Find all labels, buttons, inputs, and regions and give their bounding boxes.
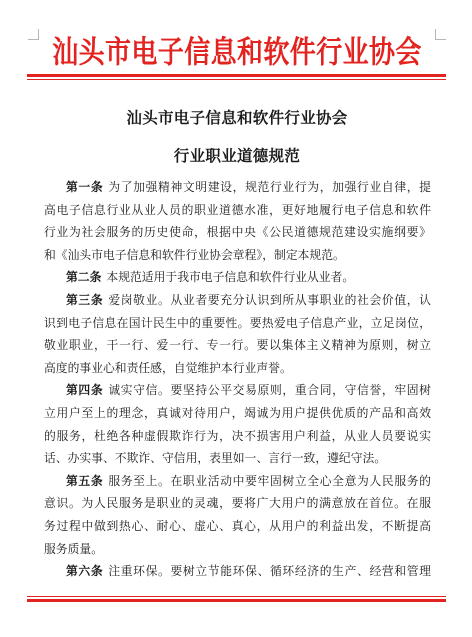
article-text: 为了加强精神文明建设，规范行业行为，加强行业自律，提 (108, 180, 431, 194)
article-line: 识到电子信息在国计民生中的重要性。要热爱电子信息产业，立足岗位， (44, 315, 431, 330)
article-line: 立用户至上的理念，真诚对待用户，竭诚为用户提供优质的产品和高效 (44, 405, 431, 420)
letterhead-rule-thick (27, 74, 446, 77)
article-text: 本规范适用于我市电子信息和软件行业从业者。 (106, 270, 355, 285)
red-letterhead-title: 汕头市电子信息和软件行业协会 (52, 35, 422, 71)
article-line: 敬业职业，干一行、爱一行、专一行。要以集体主义精神为原则，树立 (44, 338, 431, 353)
article-number: 第二条 (66, 270, 102, 285)
article-number: 第三条 (66, 292, 104, 307)
document-subtitle: 行业职业道德规范 (173, 146, 301, 165)
article-3 (44, 289, 431, 379)
article-number: 第一条 (66, 180, 104, 194)
article-text: 诚实守信。要坚持公平交易原则，重合同，守信誉，牢固树 (108, 383, 431, 398)
article-number: 第四条 (66, 383, 104, 398)
article-number: 第六条 (66, 564, 104, 579)
article-4 (44, 379, 431, 469)
article-5 (44, 470, 431, 560)
article-line: 意识。为人民服务是职业的灵魂，要将广大用户的满意放在首位。在服 (44, 496, 431, 511)
article-text: 服务至上。在职业活动中要牢固树立全心全意为人民服务的 (108, 473, 431, 488)
footer-rule-thick (27, 599, 446, 602)
article-line: 的服务，杜绝各种虚假欺诈行为，决不损害用户利益，从业人员要说实 (44, 428, 431, 443)
article-line: 和《汕头市电子信息和软件行业协会章程》，制定本规范。 (44, 247, 345, 262)
article-text: 爱岗敬业。从业者要充分认识到所从事职业的社会价值，认 (108, 292, 431, 307)
article-line (44, 176, 431, 199)
article-line (44, 560, 431, 583)
article-line: 务过程中做到热心、耐心、虚心、真心，从用户的利益出发，不断提高 (44, 518, 431, 533)
article-1 (44, 176, 431, 266)
document-body (44, 176, 431, 583)
article-line: 服务质量。 (44, 541, 103, 556)
article-line (44, 470, 431, 493)
article-number: 第五条 (66, 473, 104, 488)
footer-rule-thin (27, 596, 446, 597)
article-2 (44, 266, 431, 289)
article-line (44, 289, 431, 312)
article-text: 注重环保。要树立节能环保、循环经济的生产、经营和管理 (108, 564, 431, 579)
letterhead-rule-thin (27, 79, 446, 80)
article-line: 高电子信息行业从业人员的职业道德水准，更好地履行电子信息和软件 (44, 202, 431, 217)
article-6 (44, 560, 431, 583)
article-line: 行业为社会服务的历史使命，根据中央《公民道德规范建设实施纲要》 (44, 225, 431, 240)
article-line: 高度的事业心和责任感，自觉维护本行业声誉。 (44, 360, 292, 375)
article-line (44, 266, 431, 289)
article-line (44, 379, 431, 402)
article-line: 话、办实事、不欺诈、守信用，表里如一、言行一致，遵纪守法。 (44, 451, 387, 466)
document-title: 汕头市电子信息和软件行业协会 (126, 108, 348, 127)
